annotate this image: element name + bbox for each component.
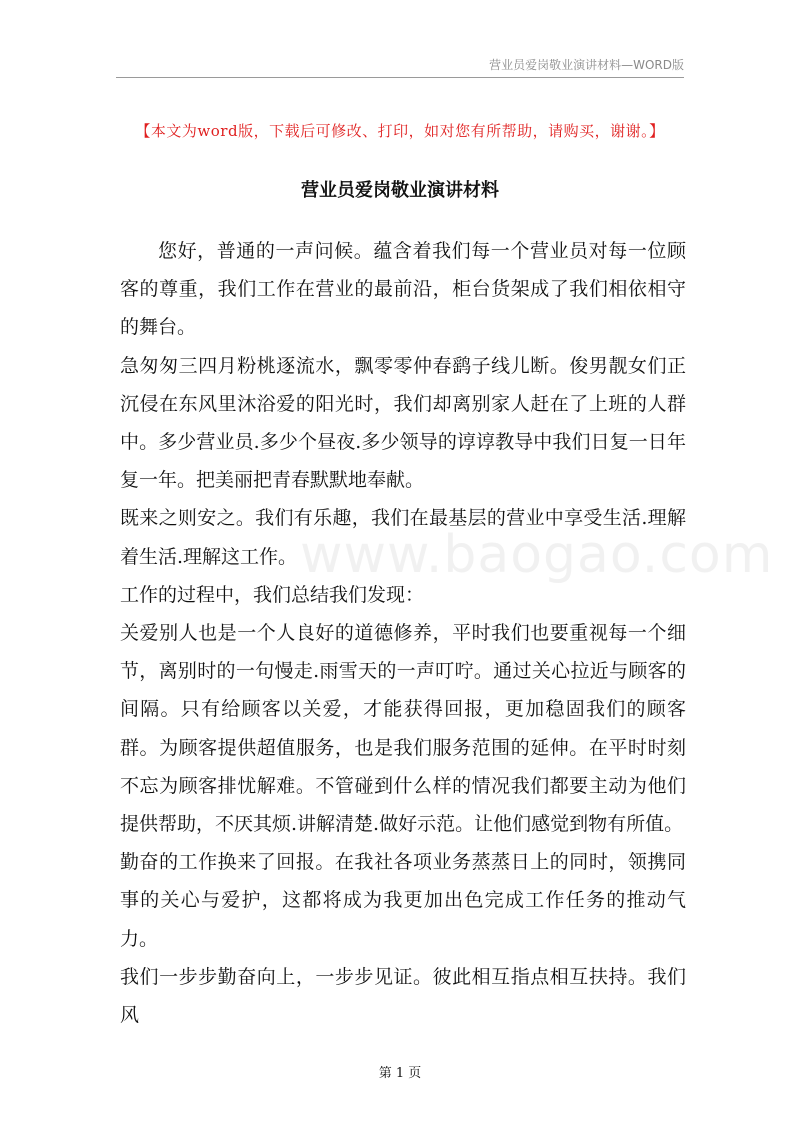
paragraph: 我们一步步勤奋向上，一步步见证。彼此相互指点相互扶持。我们风 (120, 965, 686, 1027)
paragraph: 急匆匆三四月粉桃逐流水，飘零零仲春鹞子线儿断。俊男靓女们正沉侵在东风里沐浴爱的阳光时，我们却离别家人赶在了上班的人群中。多少营业员.多少个昼夜.多少领导的谆谆教导中我们日复一日年复一年。把美丽把青春默默地奉献。 (120, 354, 686, 492)
watermark-text: www.baogao.com (300, 525, 774, 585)
paragraph: 勤奋的工作换来了回报。在我社各项业务蒸蒸日上的同时，领携同事的关心与爱护，这都将成为我更加出色完成工作任务的推动气力。 (120, 851, 686, 950)
paragraph: 既来之则安之。我们有乐趣，我们在最基层的营业中享受生活.理解着生活.理解这工作。 (120, 507, 686, 568)
paragraph: 您好，普通的一声问候。蕴含着我们每一个营业员对每一位顾客的尊重，我们工作在营业的最前沿，柜台货架成了我们相依相守的舞台。 (120, 240, 686, 339)
document-body (120, 232, 686, 1034)
paragraph: 工作的过程中，我们总结我们发现： (120, 583, 425, 606)
document-title: 营业员爱岗敬业演讲材料 (301, 180, 499, 201)
header-divider (116, 77, 684, 78)
running-header: 营业员爱岗敬业演讲材料—WORD版 (489, 58, 684, 72)
paragraph: 关爱别人也是一个人良好的道德修养，平时我们也要重视每一个细节，离别时的一句慢走.雨雪天的一声叮咛。通过关心拉近与顾客的间隔。只有给顾客以关爱，才能获得回报，更加稳固我们的顾客群。为顾客提供超值服务，也是我们服务范围的延伸。在平时时刻不忘为顾客排忧解难。不管碰到什么样的情况我们都要主动为他们提供帮助，不厌其烦.讲解清楚.做好示范。让他们感觉到物有所值。 (120, 622, 686, 836)
download-notice: 【本文为word版，下载后可修改、打印，如对您有所帮助，请购买，谢谢。】 (135, 122, 665, 140)
page-number: 第 1 页 (378, 1066, 422, 1081)
